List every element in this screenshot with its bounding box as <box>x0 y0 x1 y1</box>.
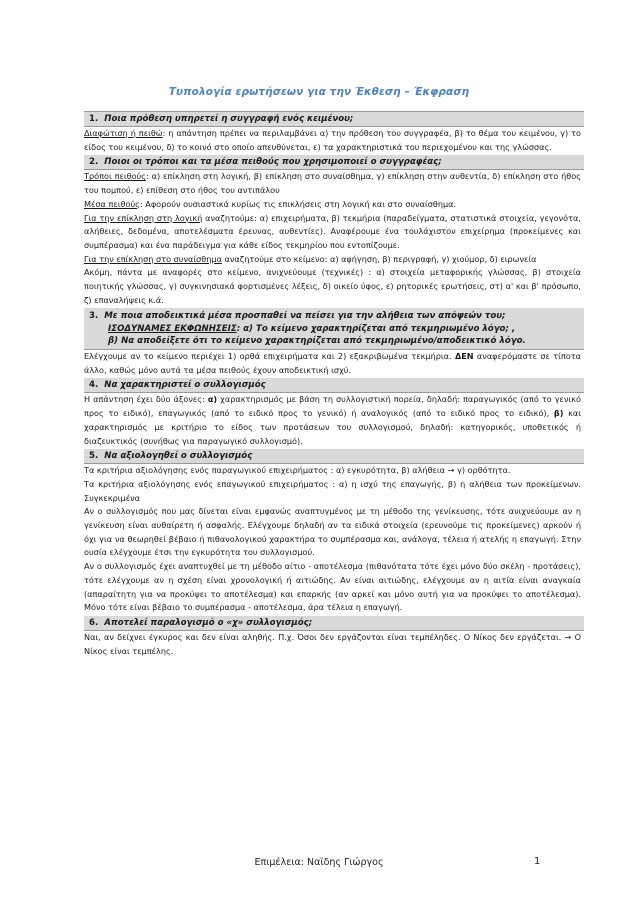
section-1-heading <box>84 112 584 127</box>
section-4-heading <box>84 378 584 393</box>
section-title: Με ποια αποδεικτικά μέσα προσπαθεί να πείσει για την αλήθεια των απόψεών του; <box>104 311 506 322</box>
section-number: 4. <box>89 380 99 391</box>
paragraph-text: αναζητούμε: α) επιχειρήματα, β) τεκμήρια (παραδείγματα, στατιστικά στοιχεία, γεγονότα, αλήθειες, δεδομένα, αποτελέσματα έρευνας, αυθεντίες). Αναφέρουμε ένα τουλάχιστον επιχείρημα (προκείμενες και συμπέρασμα) και ένα παράδειγμα για κάθε είδος τεκμηρίου που εντοπίζουμε. <box>84 212 581 250</box>
paragraph-text: αναφερόμαστε σε τίποτα άλλο, καθώς μόνο αυτά τα μέσα πειθούς έχουν αποδεικτική ισχύ. <box>84 351 581 375</box>
paragraph <box>84 170 581 197</box>
section-title: Αποτελεί παραλογισμό ο «χ» συλλογισμός; <box>104 618 313 628</box>
equivalent-prompts <box>89 323 580 335</box>
section-4-body <box>84 393 584 449</box>
section-title: Ποιοι οι τρόποι και τα μέσα πειθούς που χρησιμοποιεί ο συγγραφέας; <box>104 157 442 168</box>
section-number: 1. <box>89 114 99 124</box>
paragraph: Αν ο συλλογισμός που μας δίνεται είναι εμφανώς αναπτυγμένος με τη μέθοδο της γενίκευσης, τότε ανιχνεύουμε αν η γενίκευση είναι αυθαίρετη ή ασφαλής. Ελέγχουμε δηλαδή αν τα ειδικά στοιχεία (ερευνούμε τις προκείμενες) αρκούν ή όχι για να θεωρηθεί βέβαιο ή πιθανολογικού χαρακτήρα το συμπέρασμα και, ανάλογα, τέλεια ή ατελής η επαγωγή. Στην ουσία ελέγχουμε έτσι την εγκυρότητα του συλλογισμού. <box>84 506 581 558</box>
paragraph: Τα κριτήρια αξιολόγησης ενός επαγωγικού επιχειρήματος : α) η ισχύ της επαγωγής, β) η αλήθεια των προκείμενων. Συγκεκριμένα <box>84 478 581 503</box>
section-2-heading <box>84 155 584 170</box>
section-1-body <box>84 127 584 155</box>
section-title: Ποια πρόθεση υπηρετεί η συγγραφή ενός κειμένου; <box>104 114 354 124</box>
paragraph-text: : α) επίκληση στη λογική, β) επίκληση στο συναίσθημα, γ) επίκληση στην αυθεντία, δ) επίκληση στο ήθος του πομπού, ε) επίθεση στο ήθος του αντιπάλου <box>84 171 581 196</box>
paragraph-text: και χαρακτηρισμός με κριτήριο το είδος των προτάσεων του συλλογισμού, δηλαδή: κατηγορικός, υποθετικός ή διαζευκτικός (συνήθως για παραγωγικό συλλογισμό). <box>84 408 581 446</box>
section-3-body <box>84 350 584 378</box>
section-number: 5. <box>89 451 99 462</box>
section-number: 6. <box>89 618 99 628</box>
emphasis: β) <box>553 408 564 419</box>
paragraph: Ναι, αν δείχνει έγκυρος και δεν είναι αληθής. Π.χ. Όσοι δεν εργάζονται είναι τεμπέληδες. Ο Νίκος δεν εργάζεται. → Ο Νίκος είναι τεμπέλης. <box>84 632 581 656</box>
footer-editor: Επιμέλεια: Ναϊδης Γιώργος <box>254 857 384 868</box>
paragraph-text: Η απάντηση έχει δύο άξονες: <box>84 394 208 405</box>
section-number: 3. <box>89 311 99 322</box>
section-2-body <box>84 170 584 308</box>
term: Για την επίκληση στο συναίσθημα <box>84 253 222 264</box>
section-6-body <box>84 631 584 659</box>
paragraph <box>84 350 581 377</box>
question-types-document <box>84 111 584 659</box>
paragraph <box>84 393 581 448</box>
paragraph-text: χαρακτηρισμός με βάση τη συλλογιστική πορεία, δηλαδή: παραγωγικός (από το γενικό προς το ειδικό), επαγωγικός (από το ειδικό προς το γενικό) ή αναλογικός (από το ειδικό προς το ειδικό), <box>84 394 581 419</box>
term: Διαφώτιση ή πειθώ <box>84 128 163 138</box>
section-title: Να χαρακτηριστεί ο συλλογισμός <box>104 380 266 391</box>
section-3-heading <box>84 308 584 350</box>
paragraph: Τα κριτήρια αξιολόγησης ενός παραγωγικού επιχειρήματος : α) εγκυρότητα, β) αλήθεια → γ) ορθότητα. <box>84 465 511 476</box>
term: Για την επίκληση στη λογική <box>84 212 203 223</box>
page-title: Τυπολογία ερωτήσεων για την Έκθεση – Έκφραση <box>168 86 470 98</box>
term: Τρόποι πειθούς <box>84 171 147 182</box>
section-5-body <box>84 464 584 616</box>
section-number: 2. <box>89 157 99 168</box>
emphasis: α) <box>207 394 218 405</box>
paragraph <box>84 212 581 253</box>
equivalent-prompts-label: ΙΣΟΔΥΝΑΜΕΣ ΕΚΦΩΝΗΣΕΙΣ <box>108 323 237 334</box>
term: Μέσα πειθούς <box>84 198 140 209</box>
paragraph <box>84 198 581 212</box>
paragraph: Ακόμη, πάντα με αναφορές στο κείμενο, ανιχνεύουμε (τεχνικές) : α) στοιχεία μεταφορικής γλώσσας, β) στοιχεία ποιητικής γλώσσας, γ) συγκινησιακά φορτισμένες λέξεις, δ) οικείο ύφος, ε) ρητορικές ερωτήσεις, στ) α' και β' πρόσωπο, ζ) επαναλήψεις κ.ά. <box>84 267 581 305</box>
paragraph-text: : Αφορούν ουσιαστικά κυρίως τις επικλήσεις στη λογική και στο συναίσθημα. <box>139 198 457 209</box>
page-number: 1 <box>534 856 541 867</box>
section-5-heading <box>84 449 584 464</box>
equivalent-prompt-a: : α) Το κείμενο χαρακτηρίζεται από τεκμηριωμένο λόγο; , <box>236 323 516 334</box>
paragraph-text: αναζητούμε στο κείμενο: α) αφήγηση, β) περιγραφή, γ) χιούμορ, δ) ειρωνεία <box>221 253 537 264</box>
emphasis: ΔΕΝ <box>454 351 474 362</box>
paragraph-text: : η απάντηση πρέπει να περιλαμβάνει α) την πρόθεση του συγγραφέα, β) το θέμα του κειμένου, γ) το είδος του κειμένου, δ) το κοινό στο οποίο απευθύνεται, ε) τα χαρακτηριστικά του περιεχομένου και της γλώσσας. <box>84 128 581 152</box>
paragraph <box>84 127 581 154</box>
paragraph: Αν ο συλλογισμός έχει αναπτυχθεί με τη μέθοδο αίτιο - αποτέλεσμα (πιθανότατα τότε έχει μόνο δύο σκέλη - προτάσεις), τότε ελέγχουμε αν η σχέση είναι χρονολογική ή αιτιώδης. Αν είναι αιτιώδης, ελέγχουμε αν η αιτία είναι αναγκαία (απαραίτητη για να προκύψει το αποτέλεσμα) και επαρκής (αν αρκεί και μόνο αυτή για να προκύψει το αποτέλεσμα). Μόνο τότε είναι βέβαιο το συμπέρασμα - αποτέλεσμα, άρα τέλεια η επαγωγή. <box>84 561 581 613</box>
equivalent-prompt-b: β) Να αποδείξετε ότι το κείμενο χαρακτηρίζεται από τεκμηριωμένο/αποδεικτικό λόγο. <box>108 335 526 346</box>
section-6-heading <box>84 616 584 631</box>
paragraph-text: Ελέγχουμε αν το κείμενο περιέχει 1) ορθά επιχειρήματα και 2) εξακριβωμένα τεκμήρια. <box>84 351 455 362</box>
section-title: Να αξιολογηθεί ο συλλογισμός <box>104 451 253 462</box>
paragraph <box>84 253 581 267</box>
